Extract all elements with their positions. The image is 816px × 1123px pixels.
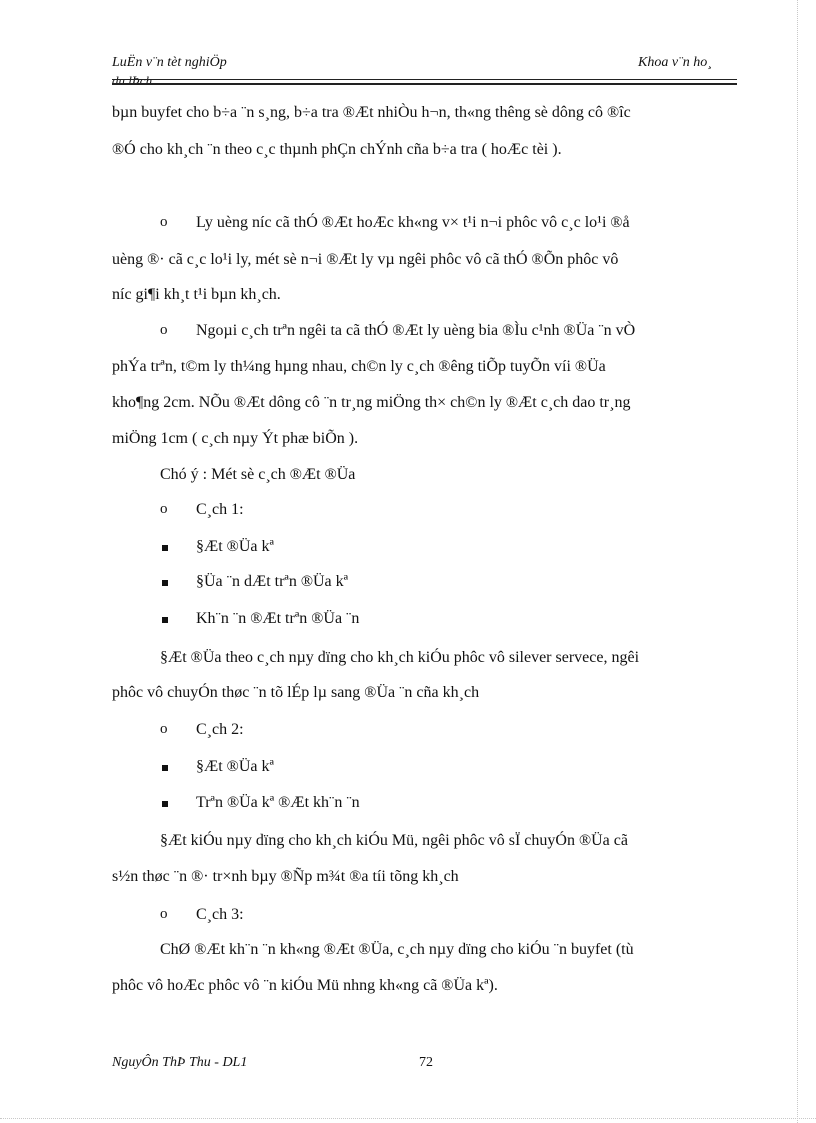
footer-author: NguyÔn ThÞ Thu - DL1 bbox=[112, 1055, 248, 1070]
square-bullet-icon bbox=[162, 617, 168, 623]
page-edge-guide bbox=[797, 0, 798, 1123]
paragraph-line: phÝa trªn, t©m ly th¼ng hµng nhau, ch©n ly c¸ch ®êng tiÕp tuyÕn víi ®Üa bbox=[112, 358, 606, 375]
square-bullet-icon bbox=[162, 580, 168, 586]
paragraph-line: ChØ ®Æt kh¨n ¨n kh«ng ®Æt ®Üa, c¸ch nµy dïng cho kiÓu ¨n buyfet (tù bbox=[160, 941, 634, 958]
square-bullet-icon bbox=[162, 801, 168, 807]
list-item: §Æt ®Üa kª bbox=[196, 758, 274, 775]
header-rule-thick bbox=[112, 83, 737, 85]
paragraph-line: miÖng 1cm ( c¸ch nµy Ýt phæ biÕn ). bbox=[112, 430, 359, 447]
paragraph-line: uèng ®· cã c¸c lo¹i ly, mét sè n¬i ®Æt ly vµ ngêi phôc vô cã thÓ ®Õn phôc vô bbox=[112, 251, 619, 268]
list-item: C¸ch 3: bbox=[196, 906, 244, 923]
circle-bullet-icon: o bbox=[160, 721, 168, 737]
paragraph-line: Ngoµi c¸ch trªn ngêi ta cã thÓ ®Æt ly uèng bia ®Ìu c¹nh ®Üa ¨n vÒ bbox=[196, 322, 636, 339]
circle-bullet-icon: o bbox=[160, 322, 168, 338]
page-number: 72 bbox=[419, 1055, 433, 1070]
page-edge-guide bbox=[0, 1118, 816, 1119]
paragraph-line: bµn buyfet cho b÷a ¨n s¸ng, b÷a tra ®Æt nhiÒu h¬n, th«ng thêng sè dông cô ®îc bbox=[112, 104, 631, 121]
paragraph-line: phôc vô hoÆc phôc vô ¨n kiÓu Mü nhng kh«ng cã ®Üa kª). bbox=[112, 977, 498, 994]
paragraph-line: ®Ó cho kh¸ch ¨n theo c¸c thµnh phÇn chÝnh cña b÷a tra ( hoÆc tèi ). bbox=[112, 141, 562, 158]
list-item: §Æt ®Üa kª bbox=[196, 538, 274, 555]
list-item: Kh¨n ¨n ®Æt trªn ®Üa ¨n bbox=[196, 610, 360, 627]
header-subtitle: du lÞch bbox=[112, 73, 153, 88]
list-item: C¸ch 1: bbox=[196, 501, 244, 518]
header-rule-thin bbox=[112, 79, 737, 80]
square-bullet-icon bbox=[162, 545, 168, 551]
header-title: LuËn v¨n tèt nghiÖp bbox=[112, 55, 227, 70]
list-item: §Üa ¨n dÆt trªn ®Üa kª bbox=[196, 573, 349, 590]
paragraph-line: phôc vô chuyÓn thøc ¨n tõ lÉp lµ sang ®Üa ¨n cña kh¸ch bbox=[112, 684, 480, 701]
square-bullet-icon bbox=[162, 765, 168, 771]
note-heading: Chó ý : Mét sè c¸ch ®Æt ®Üa bbox=[160, 466, 356, 483]
circle-bullet-icon: o bbox=[160, 214, 168, 230]
paragraph-line: Ly uèng níc cã thÓ ®Æt hoÆc kh«ng v× t¹i n¬i phôc vô c¸c lo¹i ®å bbox=[196, 214, 630, 231]
list-item: Trªn ®Üa kª ®Æt kh¨n ¨n bbox=[196, 794, 360, 811]
paragraph-line: kho¶ng 2cm. NÕu ®Æt dông cô ¨n tr¸ng miÖng th× ch©n ly ®Æt c¸ch dao tr¸ng bbox=[112, 394, 631, 411]
header-department: Khoa v¨n ho¸ bbox=[638, 55, 712, 70]
list-item: C¸ch 2: bbox=[196, 721, 244, 738]
circle-bullet-icon: o bbox=[160, 501, 168, 517]
paragraph-line: s½n thøc ¨n ®· tr×nh bµy ®Ñp m¾t ®a tíi tõng kh¸ch bbox=[112, 868, 459, 885]
paragraph-line: §Æt kiÓu nµy dïng cho kh¸ch kiÓu Mü, ngêi phôc vô sÏ chuyÓn ®Üa cã bbox=[160, 832, 628, 849]
paragraph-line: §Æt ®Üa theo c¸ch nµy dïng cho kh¸ch kiÓu phôc vô silever servece, ngêi bbox=[160, 649, 640, 666]
paragraph-line: níc gi¶i kh¸t t¹i bµn kh¸ch. bbox=[112, 286, 281, 303]
circle-bullet-icon: o bbox=[160, 906, 168, 922]
